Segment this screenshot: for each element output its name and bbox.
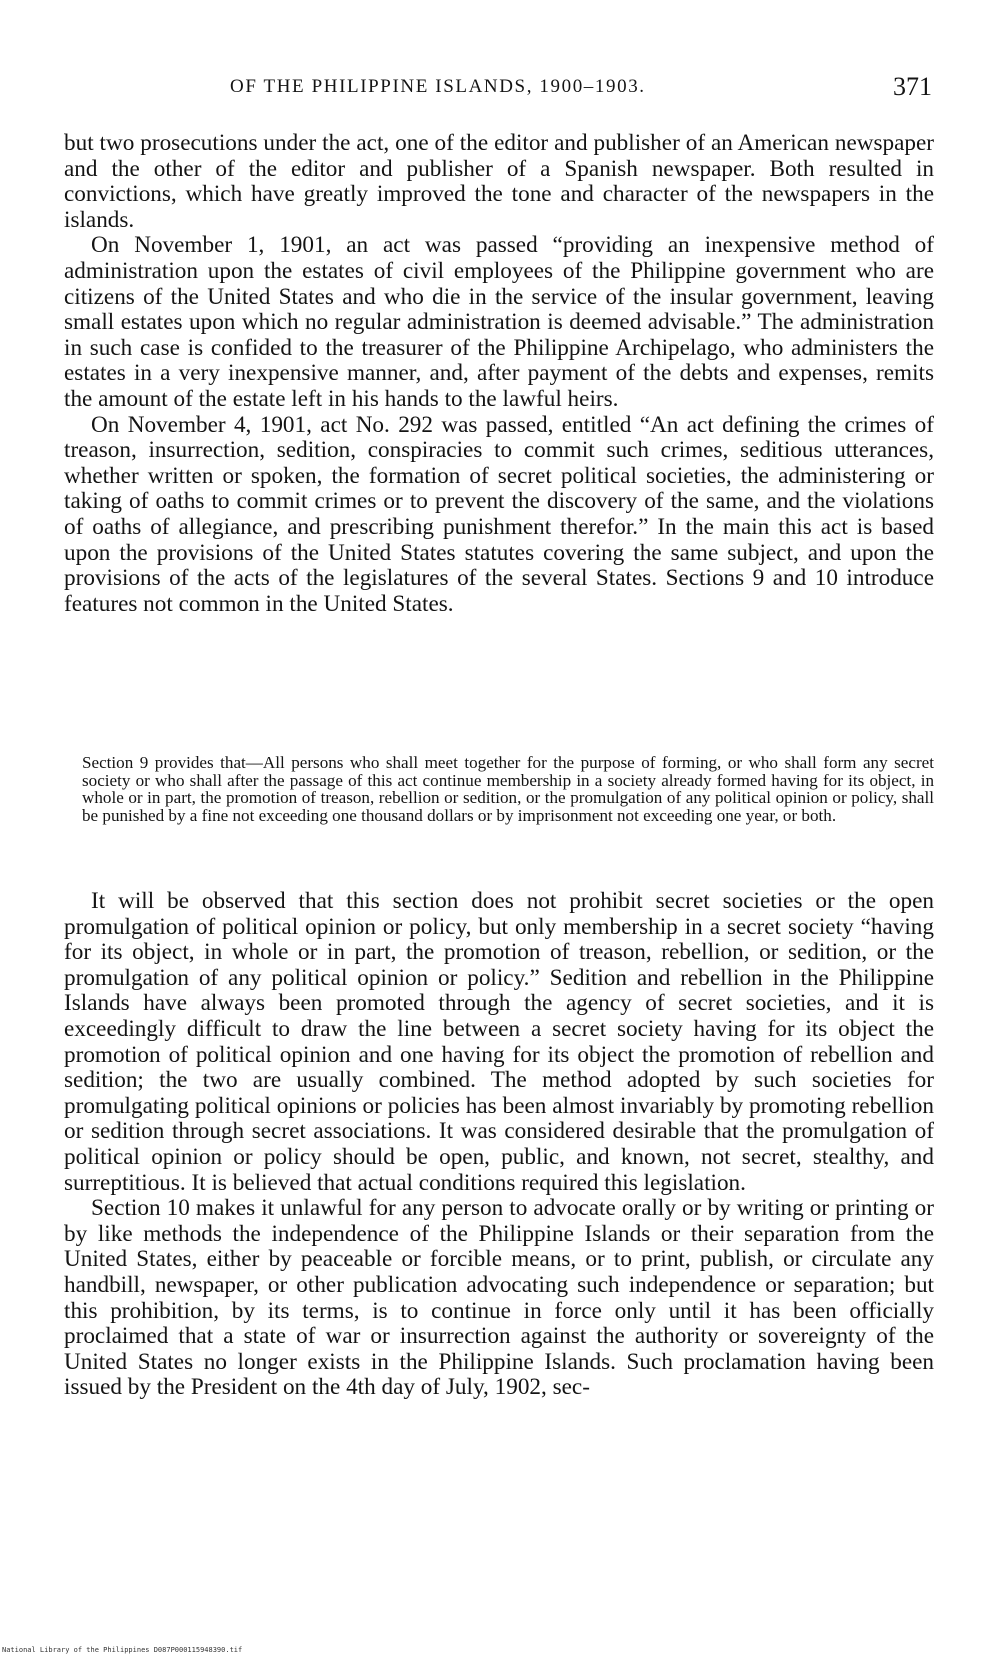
paragraph-section-10: Section 10 makes it unlawful for any person to advocate orally or by writing or printing or by like methods the independence of the Philippine Islands or their separation from the United States, either by peaceable or forcible means, or to print, publish, or circulate any handbill, newspaper, or other publication advocating such independence or separation; but this prohibition, by its terms, is to continue in force only until it has been officially proclaimed that a state of war or insurrection against the authority or sovereignty of the United States no longer exists in the Philippine Islands. Such proclamation having been issued by the President on the 4th day of July, 1902, sec- xyxy=(64,1195,934,1401)
body-text-top xyxy=(64,131,934,617)
block-quote-section-9 xyxy=(82,754,934,824)
page-number: 371 xyxy=(893,72,932,101)
paragraph-continued: but two prosecutions under the act, one of the editor and publisher of an American newspaper and the other of the editor and publisher of a Spanish newspaper. Both resulted in convictions, which have greatly improved the tone and character of the newspapers in the islands. xyxy=(64,130,934,233)
paragraph-secret-societies: It will be observed that this section does not prohibit secret societies or the open promulgation of political opinion or policy, but only membership in a secret society “having for its object, in whole or in part, the promotion of treason, rebellion, or sedition, or the promulgation of any political opinion or policy.” Sedition and rebellion in the Philippine Islands have always been promoted through the agency of secret societies, and it is exceedingly difficult to draw the line between a secret society having for its object the promotion of political opinion and one having for its object the promotion of rebellion and sedition; the two are usually combined. The method adopted by such societies for promulgating political opinions or policies has been almost invariably by promoting rebellion or sedition through secret associations. It was considered desirable that the promulgation of political opinion or policy should be open, public, and known, not secret, stealthy, and surreptitious. It is believed that actual conditions required this legislation. xyxy=(64,888,934,1196)
paragraph-act-292: On November 4, 1901, act No. 292 was passed, entitled “An act defining the crimes of treason, insurrection, sedition, conspiracies to commit such crimes, seditious utterances, whether written or spoken, the formation of secret political societies, the administering or taking of oaths to commit crimes or to prevent the discovery of the same, and the violations of oaths of allegiance, and prescribing punishment therefor.” In the main this act is based upon the provisions of the United States statutes covering the same subject, and upon the provisions of the acts of the legislatures of the several States. Sections 9 and 10 introduce features not common in the United States. xyxy=(64,411,934,617)
paragraph-estates-act: On November 1, 1901, an act was passed “providing an inexpensive method of administration upon the estates of civil employees of the Philippine government who are citizens of the United States and who die in the service of the insular government, leaving small estates upon which no regular administration is deemed advisable.” The administration in such case is confided to the treasurer of the Philippine Archipelago, who administers the estates in a very inexpensive manner, and, after payment of the debts and expenses, remits the amount of the estate left in his hands to the lawful heirs. xyxy=(64,232,934,412)
body-text-bottom xyxy=(64,889,934,1401)
scan-footer-label: National Library of the Philippines D087P000115948390.tif xyxy=(2,1646,243,1654)
running-title: OF THE PHILIPPINE ISLANDS, 1900–1903. xyxy=(230,76,646,97)
running-head xyxy=(62,72,940,106)
quote-text: Section 9 provides that—All persons who shall meet together for the purpose of forming, or who shall form any secret society or who shall after the passage of this act continue membership in a society already formed having for its object, in whole or in part, the promotion of treason, rebellion or sedition, or the promulgation of any political opinion or policy, shall be punished by a fine not exceeding one thousand dollars or by imprisonment not exceeding one year, or both. xyxy=(82,753,934,825)
